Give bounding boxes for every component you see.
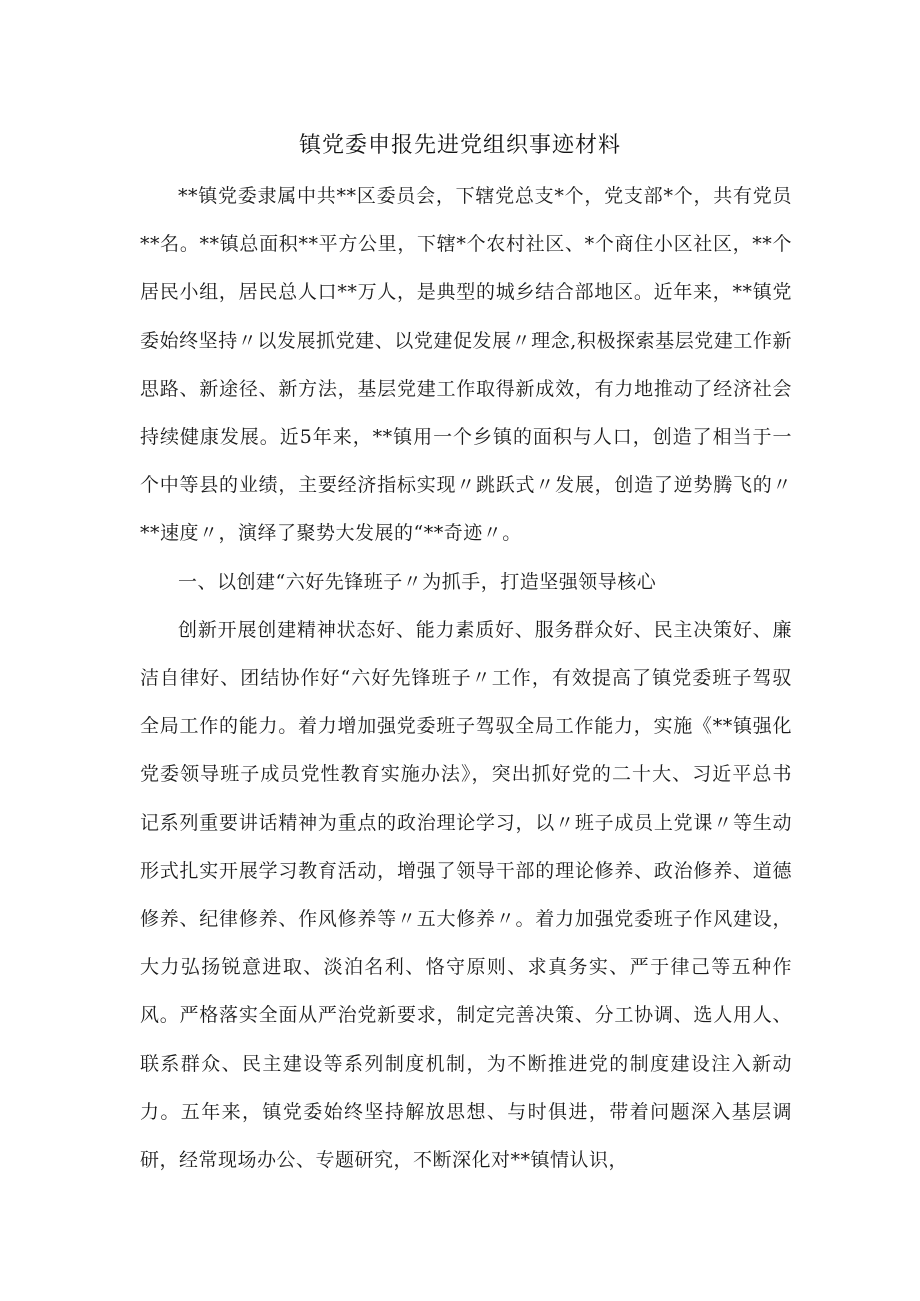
paragraph-intro: **镇党委隶属中共**区委员会，下辖党总支*个，党支部*个，共有党员**名。**镇总面积**平方公里，下辖*个农村社区、*个商住小区社区，**个居民小组，居民总人口**万人，是典型的城乡结合部地区。近年来，**镇党委始终坚持〃以发展抓党建、以党建促发展〃理念,积极探索基层党建工作新思路、新途径、新方法，基层党建工作取得新成效，有力地推动了经济社会持续健康发展。近5年来，**镇用一个乡镇的面积与人口，创造了相当于一个中等县的业绩，主要经济指标实现〃跳跃式〃发展，创造了逆势腾飞的〃**速度〃，演绎了聚势大发展的“**奇迹〃。 (140, 185, 792, 545)
section-heading-1: 一、以创建“六好先锋班子〃为抓手，打造坚强领导核心 (178, 570, 657, 593)
paragraph-section-1: 创新开展创建精神状态好、能力素质好、服务群众好、民主决策好、廉洁自律好、团结协作好“六好先锋班子〃工作，有效提高了镇党委班子驾驭全局工作的能力。着力增加强党委班子驾驭全局工作能力，实施《**镇强化党委领导班子成员党性教育实施办法》，突出抓好党的二十大、习近平总书记系列重要讲话精神为重点的政治理论学习，以〃班子成员上党课〃等生动形式扎实开展学习教育活动，增强了领导干部的理论修养、政治修养、道德修养、纪律修养、作风修养等〃五大修养〃。着力加强党委班子作风建设，大力弘扬锐意进取、淡泊名利、恪守原则、求真务实、严于律己等五种作风。严格落实全面从严治党新要求，制定完善决策、分工协调、选人用人、联系群众、民主建设等系列制度机制，为不断推进党的制度建设注入新动力。五年来，镇党委始终坚持解放思想、与时俱进，带着问题深入基层调研，经常现场办公、专题研究，不断深化对**镇情认识， (140, 618, 792, 1172)
document-title: 镇党委申报先进党组织事迹材料 (298, 133, 621, 158)
document-body (140, 172, 792, 1184)
